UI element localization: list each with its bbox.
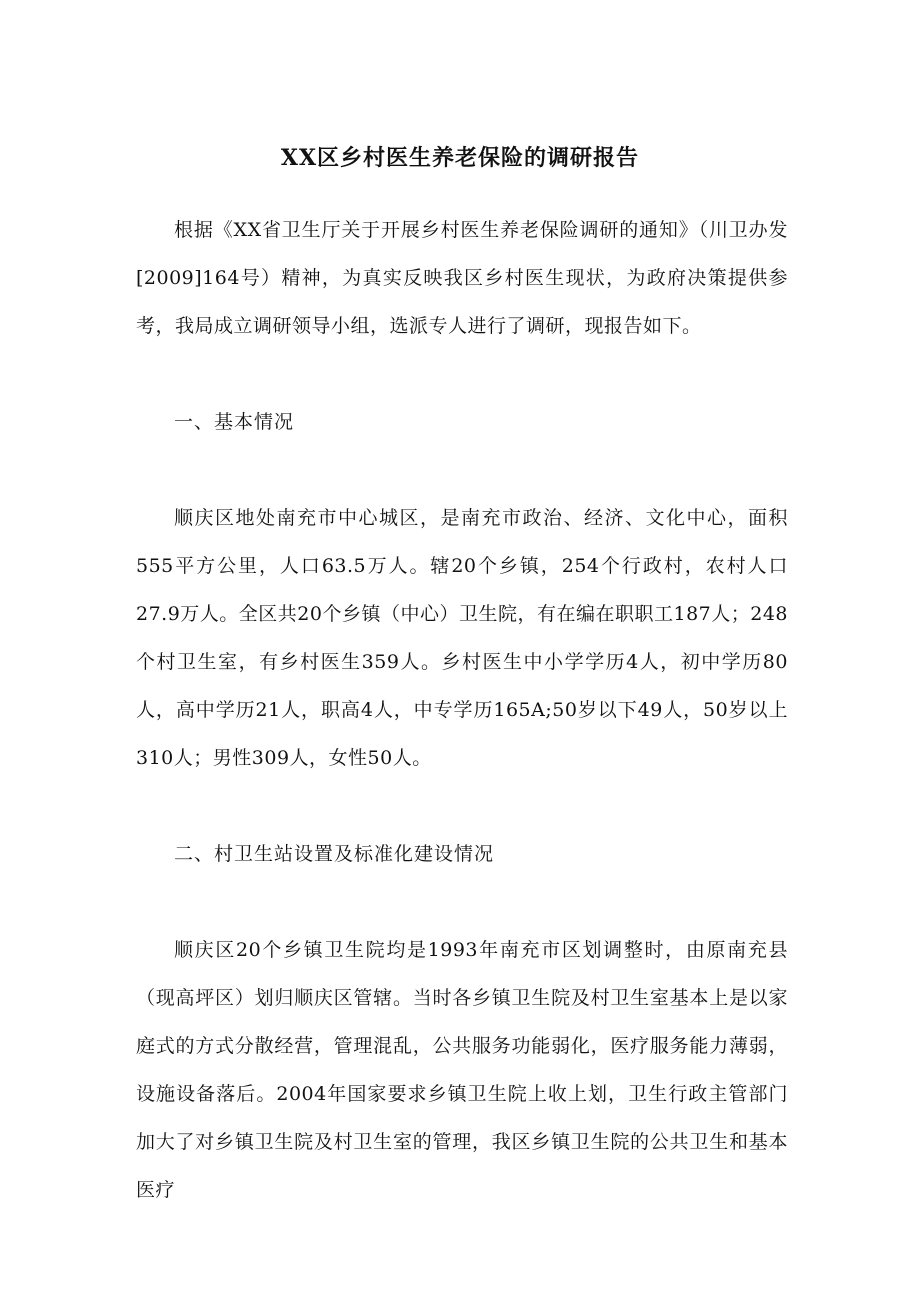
section-heading-basic-situation: 一、基本情况 (174, 411, 295, 433)
intro-paragraph: 根据《XX省卫生厅关于开展乡村医生养老保险调研的通知》（川卫办发[2009]164号）精神，为真实反映我区乡村医生现状，为政府决策提供参考，我局成立调研领导小组，选派专人进行了调研，现报告如下。 (136, 219, 788, 337)
basic-situation-paragraph: 顺庆区地处南充市中心城区，是南充市政治、经济、文化中心，面积555平方公里，人口63.5万人。辖20个乡镇，254个行政村，农村人口27.9万人。全区共20个乡镇（中心）卫生院，有在编在职职工187人；248个村卫生室，有乡村医生359人。乡村医生中小学学历4人，初中学历80人，高中学历21人，职高4人，中专学历165A;50岁以下49人，50岁以上310人；男性309人，女性50人。 (136, 507, 789, 769)
clinic-setup-paragraph: 顺庆区20个乡镇卫生院均是1993年南充市区划调整时，由原南充县（现高坪区）划归顺庆区管辖。当时各乡镇卫生院及村卫生室基本上是以家庭式的方式分散经营，管理混乱，公共服务功能弱化，医疗服务能力薄弱，设施设备落后。2004年国家要求乡镇卫生院上收上划，卫生行政主管部门加大了对乡镇卫生院及村卫生室的管理，我区乡镇卫生院的公共卫生和基本医疗 (136, 939, 788, 1201)
section-heading-clinic-setup: 二、村卫生站设置及标准化建设情况 (174, 843, 495, 865)
document-title: XX区乡村医生养老保险的调研报告 (280, 145, 640, 171)
